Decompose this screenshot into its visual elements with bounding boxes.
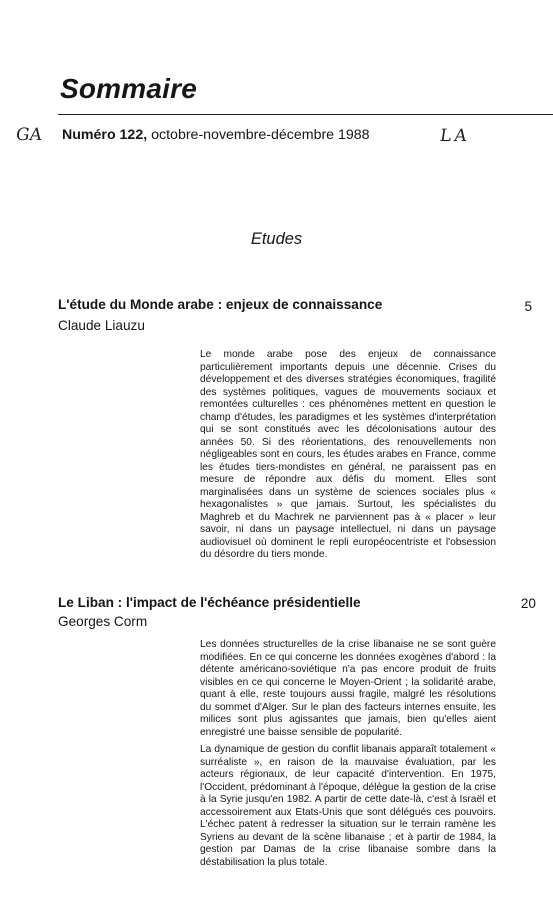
article-abstract — [200, 349, 496, 562]
issue-number: Numéro 122, — [62, 127, 148, 143]
abstract-paragraph: Les données structurelles de la crise libanaise ne se sont guère modifiées. En ce qui concerne les données exogènes d'abord : la détente américano-soviétique n'a pas encore produit de fruits visibles en ce qui concerne le Moyen-Orient ; la solidarité arabe, quant à elle, reste toujours aussi fragile, malgré les résolutions du sommet d'Alger. Sur le plan des facteurs internes ensuite, les milices sont plus agissantes que jamais, bien qu'elles aient enregistré une baisse sensible de popularité. — [200, 639, 496, 738]
section-heading: Etudes — [250, 230, 303, 248]
issue-dates: octobre-novembre-décembre 1988 — [151, 127, 370, 143]
handwritten-annotation-left: GA — [14, 125, 44, 145]
title-rule — [58, 114, 553, 115]
article-title: Le Liban : l'impact de l'échéance présidentielle — [58, 595, 361, 610]
abstract-paragraph: Le monde arabe pose des enjeux de connaissance particulièrement importants depuis une décennie. Crises du développement et des diverses stratégies économiques, fragilité des systèmes politiques, vagues de mouvements sociaux et remontées culturelles : ces phénomènes mettent en question le champ d'études, les paradigmes et les systèmes d'interprétation qui se sont constitués avec les décolonisations autour des années 50. Si des réorientations, des renouvellements non négligeables sont en cours, les études arabes en France, comme les études tiers-mondistes en général, ne paraissent pas en mesure de répondre aux défis du moment. Elles sont marginalisées dans un système de sciences sociales plus « hexagonalistes » que jamais. Surtout, les spécialistes du Maghreb et du Machrek ne parviennent pas à « placer » leur savoir, ni dans un paysage intellectuel, ni dans un paysage audiovisuel où dominent le repli européocentriste et l'obsession du désordre du tiers monde. — [200, 349, 496, 560]
handwritten-annotation-right: LA — [438, 126, 471, 146]
article-title: L'étude du Monde arabe : enjeux de connaissance — [58, 297, 383, 312]
abstract-paragraph: La dynamique de gestion du conflit libanais apparaît totalement « surréaliste », en raison de la mauvaise évaluation, par les acteurs régionaux, de leur capacité d'intervention. En 1975, l'Occident, prédominant à l'époque, délègue la gestion de la crise à la Syrie jusqu'en 1982. A partir de cette date-là, c'est à Israël et accessoirement aux Etats-Unis que sont délégués ces pouvoirs. L'échec patent à redresser la situation sur le terrain ramène les Syriens au devant de la scène libanaise ; et à partir de 1984, la gestion par Damas de la crise libanaise sombre dans la déstabilisation la plus totale. — [200, 744, 496, 868]
article-page-number: 5 — [524, 299, 532, 314]
page-title: Sommaire — [60, 73, 197, 104]
issue-line — [62, 127, 370, 143]
article-page-number: 20 — [520, 596, 536, 611]
article-author: Claude Liauzu — [58, 318, 145, 333]
article-abstract — [200, 639, 496, 869]
article-author: Georges Corm — [58, 614, 148, 629]
